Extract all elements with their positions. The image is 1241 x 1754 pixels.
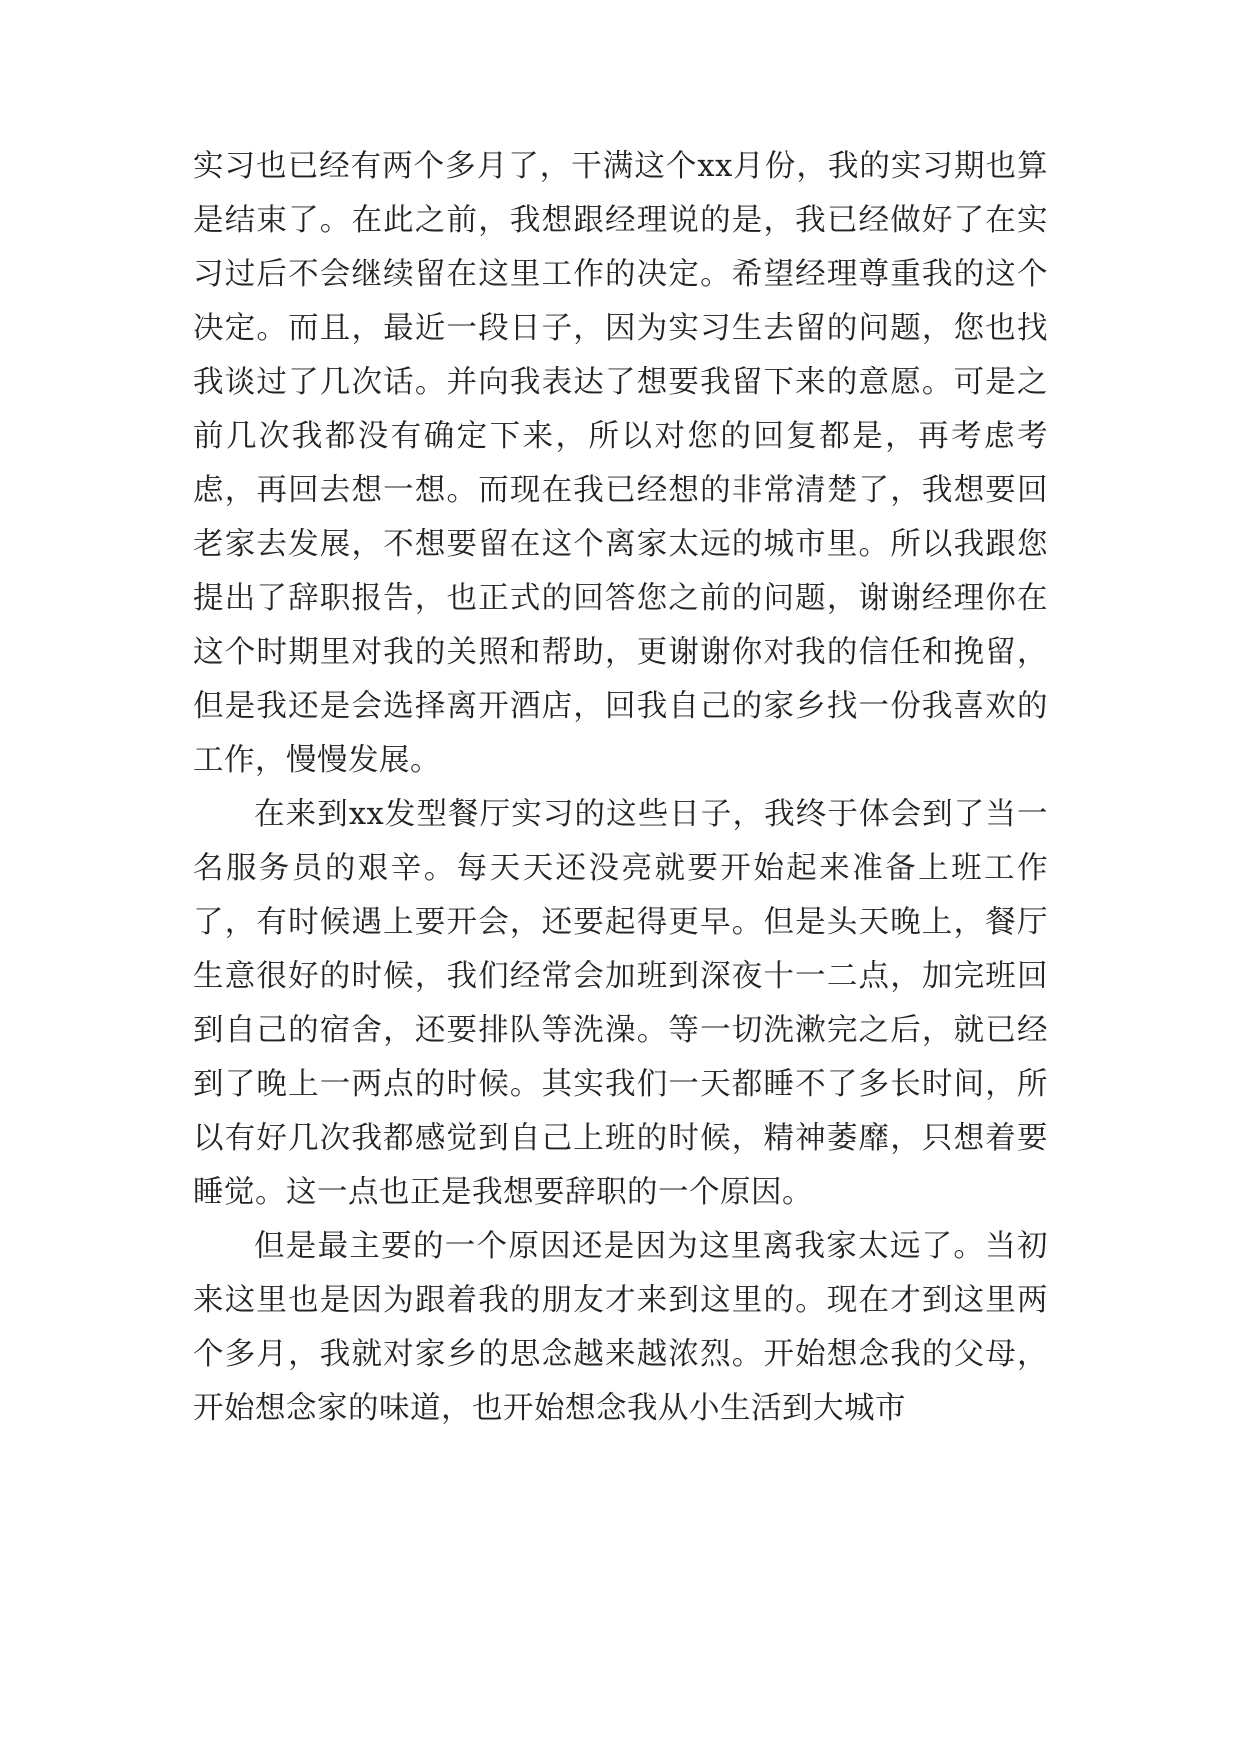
paragraph-3: 但是最主要的一个原因还是因为这里离我家太远了。当初来这里也是因为跟着我的朋友才来到这里的。现在才到这里两个多月，我就对家乡的思念越来越浓烈。开始想念我的父母，开始想念家的味道，也开始想念我从小生活到大城市 — [193, 1229, 1048, 1426]
paragraph-2: 在来到xx发型餐厅实习的这些日子，我终于体会到了当一名服务员的艰辛。每天天还没亮就要开始起来准备上班工作了，有时候遇上要开会，还要起得更早。但是头天晚上，餐厅生意很好的时候，我们经常会加班到深夜十一二点，加完班回到自己的宿舍，还要排队等洗澡。等一切洗漱完之后，就已经到了晚上一两点的时候。其实我们一天都睡不了多长时间，所以有好几次我都感觉到自己上班的时候，精神萎靡，只想着要睡觉。这一点也正是我想要辞职的一个原因。 — [193, 797, 1048, 1210]
document-body — [193, 140, 1048, 1436]
paragraph-1: 实习也已经有两个多月了，干满这个xx月份，我的实习期也算是结束了。在此之前，我想跟经理说的是，我已经做好了在实习过后不会继续留在这里工作的决定。希望经理尊重我的这个决定。而且，最近一段日子，因为实习生去留的问题，您也找我谈过了几次话。并向我表达了想要我留下来的意愿。可是之前几次我都没有确定下来，所以对您的回复都是，再考虑考虑，再回去想一想。而现在我已经想的非常清楚了，我想要回老家去发展，不想要留在这个离家太远的城市里。所以我跟您提出了辞职报告，也正式的回答您之前的问题，谢谢经理你在这个时期里对我的关照和帮助，更谢谢你对我的信任和挽留，但是我还是会选择离开酒店，回我自己的家乡找一份我喜欢的工作，慢慢发展。 — [193, 149, 1048, 778]
